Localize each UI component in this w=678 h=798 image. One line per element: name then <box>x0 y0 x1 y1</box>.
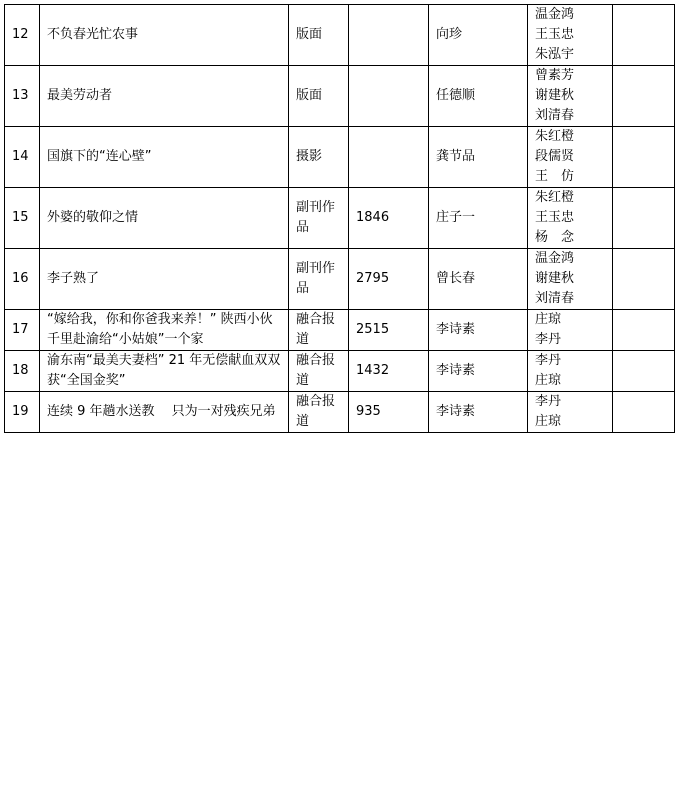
editor-list <box>528 188 613 249</box>
row-number: 14 <box>5 127 40 188</box>
row-number: 12 <box>5 5 40 66</box>
empty-cell <box>613 5 675 66</box>
work-title: 连续 9 年趟水送教 只为一对残疾兄弟 <box>40 392 289 433</box>
editor-name: 段儒贤 <box>535 149 575 164</box>
table-row <box>5 188 675 249</box>
empty-cell <box>613 188 675 249</box>
work-title: 渝东南“最美夫妻档” 21 年无偿献血双双获“全国金奖” <box>40 351 289 392</box>
empty-cell <box>613 310 675 351</box>
work-title: 不负春光忙农事 <box>40 5 289 66</box>
author-name: 李诗素 <box>429 310 528 351</box>
work-title: 国旗下的“连心壁” <box>40 127 289 188</box>
row-number: 16 <box>5 249 40 310</box>
work-type: 版面 <box>289 5 349 66</box>
editor-list <box>528 66 613 127</box>
editor-name: 庄琼 <box>535 373 562 388</box>
table-row <box>5 66 675 127</box>
editor-name: 王玉忠 <box>535 210 575 225</box>
editor-name: 王玉忠 <box>535 27 575 42</box>
table-body <box>5 5 675 433</box>
work-title: 外婆的敬仰之情 <box>40 188 289 249</box>
word-count: 2795 <box>349 249 429 310</box>
table-row <box>5 392 675 433</box>
author-name: 李诗素 <box>429 392 528 433</box>
editor-name: 温金鸿 <box>535 251 575 266</box>
editor-name: 朱红橙 <box>535 129 575 144</box>
work-type: 摄影 <box>289 127 349 188</box>
editor-name: 刘清春 <box>535 291 575 306</box>
word-count <box>349 5 429 66</box>
empty-cell <box>613 66 675 127</box>
empty-cell <box>613 249 675 310</box>
work-type: 副刊作品 <box>289 188 349 249</box>
editor-name: 曾素芳 <box>535 68 575 83</box>
row-number: 15 <box>5 188 40 249</box>
author-name: 龚节品 <box>429 127 528 188</box>
editor-list <box>528 310 613 351</box>
table-row <box>5 5 675 66</box>
row-number: 18 <box>5 351 40 392</box>
work-type: 融合报道 <box>289 392 349 433</box>
work-title: “嫁给我，你和你爸我来养！” 陕西小伙千里赴渝给“小姑娘”一个家 <box>40 310 289 351</box>
empty-cell <box>613 127 675 188</box>
row-number: 17 <box>5 310 40 351</box>
work-type: 融合报道 <box>289 351 349 392</box>
table-row <box>5 351 675 392</box>
table-row <box>5 127 675 188</box>
work-type: 版面 <box>289 66 349 127</box>
table-row <box>5 310 675 351</box>
author-name: 曾长春 <box>429 249 528 310</box>
empty-cell <box>613 351 675 392</box>
row-number: 19 <box>5 392 40 433</box>
editor-list <box>528 5 613 66</box>
editor-name: 刘清春 <box>535 108 575 123</box>
editor-name: 庄琼 <box>535 312 562 327</box>
editor-name: 庄琼 <box>535 414 562 429</box>
editor-name: 李丹 <box>535 394 562 409</box>
word-count <box>349 127 429 188</box>
word-count: 2515 <box>349 310 429 351</box>
editor-name: 温金鸿 <box>535 7 575 22</box>
editor-name: 王 仿 <box>535 169 575 184</box>
word-count: 1846 <box>349 188 429 249</box>
word-count: 935 <box>349 392 429 433</box>
editor-list <box>528 249 613 310</box>
author-name: 任德顺 <box>429 66 528 127</box>
editor-name: 朱泓宇 <box>535 47 575 62</box>
work-type: 副刊作品 <box>289 249 349 310</box>
row-number: 13 <box>5 66 40 127</box>
word-count <box>349 66 429 127</box>
author-name: 李诗素 <box>429 351 528 392</box>
work-title: 李子熟了 <box>40 249 289 310</box>
empty-cell <box>613 392 675 433</box>
table-row <box>5 249 675 310</box>
editor-name: 杨 念 <box>535 230 575 245</box>
editor-list <box>528 127 613 188</box>
work-type: 融合报道 <box>289 310 349 351</box>
editor-name: 谢建秋 <box>535 271 575 286</box>
author-name: 庄子一 <box>429 188 528 249</box>
word-count: 1432 <box>349 351 429 392</box>
editor-name: 李丹 <box>535 332 562 347</box>
editor-name: 李丹 <box>535 353 562 368</box>
editor-list <box>528 392 613 433</box>
editor-list <box>528 351 613 392</box>
editor-name: 朱红橙 <box>535 190 575 205</box>
author-name: 向珍 <box>429 5 528 66</box>
awards-table <box>4 4 675 433</box>
editor-name: 谢建秋 <box>535 88 575 103</box>
work-title: 最美劳动者 <box>40 66 289 127</box>
